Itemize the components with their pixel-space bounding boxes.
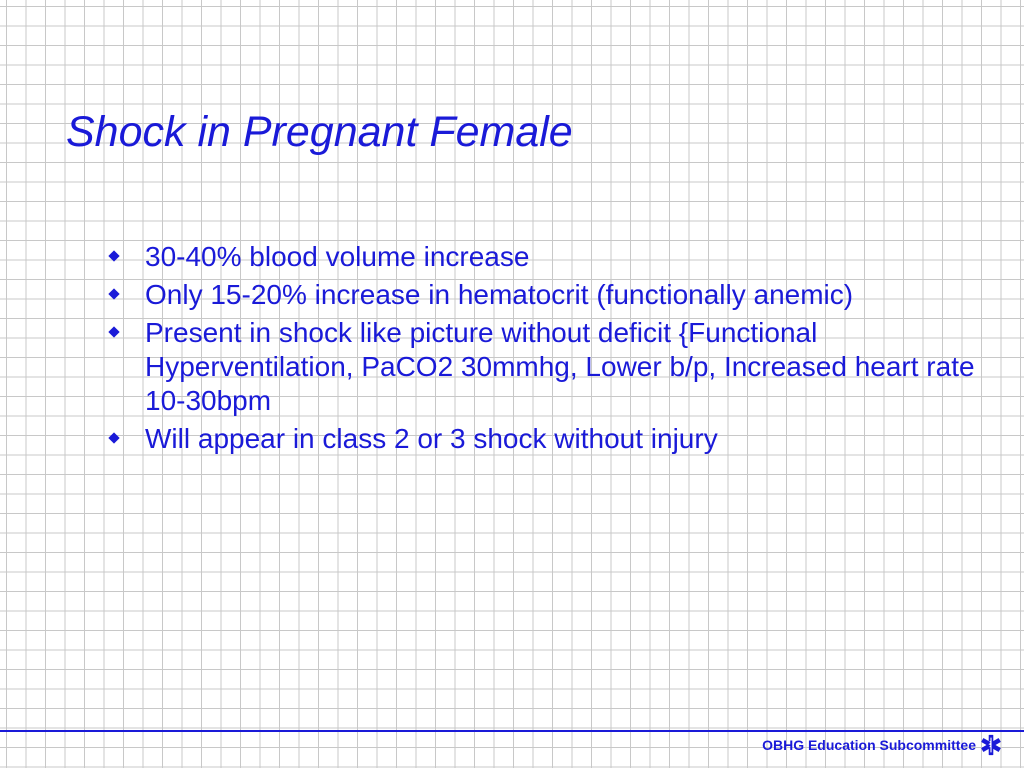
diamond-bullet-icon	[108, 288, 119, 299]
footer-text: OBHG Education Subcommittee	[762, 737, 976, 753]
bullet-text: Present in shock like picture without deficit {Functional Hyperventilation, PaCO2 30mmhg, Lower b/p, Increased heart rate 10-30bpm	[145, 317, 975, 416]
slide-title: Shock in Pregnant Female	[66, 108, 573, 156]
diamond-bullet-icon	[108, 250, 119, 261]
bullet-text: 30-40% blood volume increase	[145, 241, 530, 272]
bullet-list	[108, 240, 988, 460]
bullet-item	[108, 278, 988, 312]
bullet-item	[108, 422, 988, 456]
bullet-text: Will appear in class 2 or 3 shock without injury	[145, 423, 718, 454]
footer-divider	[0, 730, 1024, 732]
bullet-text: Only 15-20% increase in hematocrit (functionally anemic)	[145, 279, 854, 310]
diamond-bullet-icon	[108, 326, 119, 337]
bullet-item	[108, 316, 988, 418]
star-of-life-icon	[980, 734, 1002, 756]
diamond-bullet-icon	[108, 432, 119, 443]
bullet-item	[108, 240, 988, 274]
